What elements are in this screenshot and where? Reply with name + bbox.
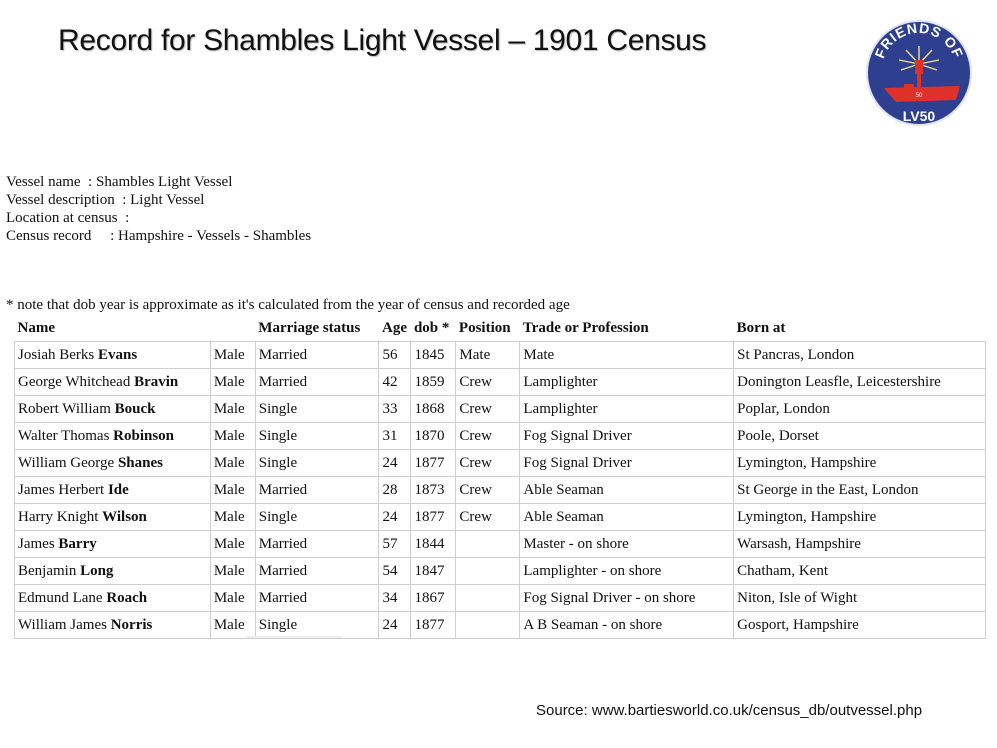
cell-age: 56 xyxy=(379,342,411,369)
divider xyxy=(246,636,342,638)
cell-sex: Male xyxy=(210,423,255,450)
cell-status: Married xyxy=(255,531,379,558)
cell-sex: Male xyxy=(210,504,255,531)
surname: Evans xyxy=(98,346,138,363)
dob-note: * note that dob year is approximate as it's calculated from the year of census and recorded age xyxy=(6,297,570,313)
cell-name xyxy=(15,585,211,612)
cell-status: Single xyxy=(255,450,379,477)
cell-born: Lymington, Hampshire xyxy=(734,504,986,531)
cell-dob: 1877 xyxy=(411,504,456,531)
table-row xyxy=(15,423,986,450)
cell-dob: 1868 xyxy=(411,396,456,423)
source-citation: Source: www.bartiesworld.co.uk/census_db/outvessel.php xyxy=(536,702,923,719)
cell-sex: Male xyxy=(210,450,255,477)
cell-status: Married xyxy=(255,585,379,612)
header-position: Position xyxy=(458,319,511,336)
location-line: Location at census : xyxy=(6,210,130,226)
table-row xyxy=(15,558,986,585)
cell-age: 42 xyxy=(379,369,411,396)
logo-ship-text: 50 xyxy=(915,93,923,99)
cell-name xyxy=(15,477,211,504)
table-row xyxy=(15,342,986,369)
header-born-at: Born at xyxy=(736,319,786,336)
cell-dob: 1867 xyxy=(411,585,456,612)
cell-trade: Master - on shore xyxy=(520,531,734,558)
table-row xyxy=(15,531,986,558)
cell-position xyxy=(456,531,520,558)
cell-position: Crew xyxy=(456,450,520,477)
cell-dob: 1873 xyxy=(411,477,456,504)
first-names: Robert William xyxy=(18,400,115,417)
cell-age: 24 xyxy=(379,450,411,477)
cell-dob: 1877 xyxy=(411,450,456,477)
cell-born: Donington Leasfle, Leicestershire xyxy=(734,369,986,396)
cell-born: Poplar, London xyxy=(734,396,986,423)
surname: Norris xyxy=(110,616,153,633)
surname: Shanes xyxy=(117,454,163,471)
friends-of-lv50-logo xyxy=(866,14,972,132)
cell-trade: Fog Signal Driver - on shore xyxy=(520,585,734,612)
page-title: Record for Shambles Light Vessel – 1901 Census xyxy=(58,24,707,57)
cell-born: St Pancras, London xyxy=(734,342,986,369)
table-row xyxy=(15,612,986,639)
surname: Bouck xyxy=(114,400,156,417)
cell-position xyxy=(456,558,520,585)
cell-age: 24 xyxy=(379,612,411,639)
cell-dob: 1847 xyxy=(411,558,456,585)
header-name: Name xyxy=(17,319,55,336)
first-names: James xyxy=(18,535,59,552)
cell-position: Mate xyxy=(456,342,520,369)
first-names: Josiah Berks xyxy=(18,346,98,363)
cell-status: Married xyxy=(255,477,379,504)
cell-name xyxy=(15,504,211,531)
cell-name xyxy=(15,531,211,558)
first-names: Benjamin xyxy=(18,562,81,579)
cell-born: St George in the East, London xyxy=(734,477,986,504)
cell-born: Warsash, Hampshire xyxy=(734,531,986,558)
cell-dob: 1870 xyxy=(411,423,456,450)
cell-sex: Male xyxy=(210,342,255,369)
cell-position: Crew xyxy=(456,423,520,450)
first-names: James Herbert xyxy=(18,481,108,498)
cell-age: 33 xyxy=(379,396,411,423)
table-row xyxy=(15,504,986,531)
census-table xyxy=(14,315,986,639)
cell-position: Crew xyxy=(456,504,520,531)
cell-age: 54 xyxy=(379,558,411,585)
cell-sex: Male xyxy=(210,558,255,585)
cell-sex: Male xyxy=(210,477,255,504)
first-names: William George xyxy=(18,454,118,471)
cell-born: Lymington, Hampshire xyxy=(734,450,986,477)
cell-age: 57 xyxy=(379,531,411,558)
header-marriage-status: Marriage status xyxy=(258,319,361,336)
cell-name xyxy=(15,558,211,585)
first-names: Edmund Lane xyxy=(18,589,107,606)
surname: Barry xyxy=(58,535,97,552)
cell-trade: Able Seaman xyxy=(520,504,734,531)
cell-trade: Able Seaman xyxy=(520,477,734,504)
surname: Long xyxy=(80,562,114,579)
cell-status: Married xyxy=(255,369,379,396)
header-age: Age xyxy=(381,319,407,336)
cell-trade: Lamplighter xyxy=(520,369,734,396)
census-record-line: Census record : Hampshire - Vessels - Shambles xyxy=(6,228,312,244)
table-row xyxy=(15,369,986,396)
cell-age: 31 xyxy=(379,423,411,450)
surname: Wilson xyxy=(102,508,147,525)
cell-name xyxy=(15,396,211,423)
header-trade: Trade or Profession xyxy=(522,319,649,336)
table-row xyxy=(15,396,986,423)
vessel-info xyxy=(6,173,311,245)
cell-dob: 1845 xyxy=(411,342,456,369)
cell-status: Single xyxy=(255,423,379,450)
cell-position: Crew xyxy=(456,396,520,423)
vessel-description-line: Vessel description : Light Vessel xyxy=(6,192,205,208)
cell-position xyxy=(456,585,520,612)
first-names: William James xyxy=(18,616,111,633)
cell-born: Niton, Isle of Wight xyxy=(734,585,986,612)
cell-name xyxy=(15,342,211,369)
cell-trade: Lamplighter xyxy=(520,396,734,423)
cell-status: Single xyxy=(255,396,379,423)
cell-dob: 1844 xyxy=(411,531,456,558)
cell-sex: Male xyxy=(210,585,255,612)
cell-position xyxy=(456,612,520,639)
cell-name xyxy=(15,369,211,396)
cell-age: 24 xyxy=(379,504,411,531)
first-names: George Whitchead xyxy=(18,373,135,390)
first-names: Walter Thomas xyxy=(18,427,114,444)
cell-age: 28 xyxy=(379,477,411,504)
cell-dob: 1859 xyxy=(411,369,456,396)
cell-name xyxy=(15,423,211,450)
cell-age: 34 xyxy=(379,585,411,612)
cell-status: Married xyxy=(255,342,379,369)
cell-name xyxy=(15,612,211,639)
logo-bottom-text: LV50 xyxy=(902,108,936,124)
cell-trade: Fog Signal Driver xyxy=(520,423,734,450)
cell-status: Single xyxy=(255,612,379,639)
cell-trade: Mate xyxy=(520,342,734,369)
cell-dob: 1877 xyxy=(411,612,456,639)
cell-sex: Male xyxy=(210,396,255,423)
table-row xyxy=(15,477,986,504)
table-header-row xyxy=(15,315,986,342)
cell-born: Chatham, Kent xyxy=(734,558,986,585)
vessel-name-line: Vessel name : Shambles Light Vessel xyxy=(6,174,233,190)
table-row xyxy=(15,585,986,612)
cell-status: Married xyxy=(255,558,379,585)
cell-born: Poole, Dorset xyxy=(734,423,986,450)
cell-trade: A B Seaman - on shore xyxy=(520,612,734,639)
header-dob: dob * xyxy=(413,319,450,336)
cell-name xyxy=(15,450,211,477)
cell-position: Crew xyxy=(456,369,520,396)
cell-sex: Male xyxy=(210,369,255,396)
cell-trade: Fog Signal Driver xyxy=(520,450,734,477)
logo-top-text: FRIENDS OF xyxy=(871,19,967,61)
table-row xyxy=(15,450,986,477)
cell-born: Gosport, Hampshire xyxy=(734,612,986,639)
first-names: Harry Knight xyxy=(18,508,103,525)
cell-sex: Male xyxy=(210,531,255,558)
cell-status: Single xyxy=(255,504,379,531)
cell-position: Crew xyxy=(456,477,520,504)
surname: Roach xyxy=(106,589,148,606)
surname: Robinson xyxy=(113,427,175,444)
surname: Bravin xyxy=(134,373,179,390)
cell-trade: Lamplighter - on shore xyxy=(520,558,734,585)
surname: Ide xyxy=(107,481,129,498)
cell-sex: Male xyxy=(210,612,255,639)
header-sex xyxy=(210,315,255,342)
